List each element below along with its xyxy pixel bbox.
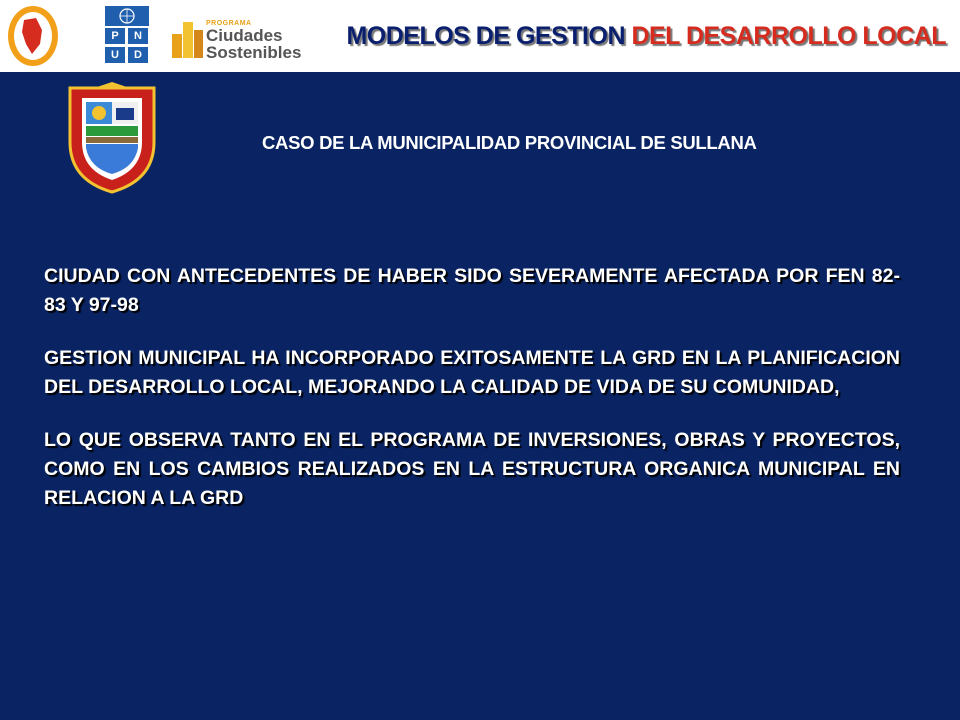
peru-emblem-logo <box>6 4 60 68</box>
ciudades-line-1: Ciudades <box>206 26 283 45</box>
header-bar <box>0 0 960 72</box>
undp-letter: U <box>105 47 125 63</box>
ciudades-program-label: PROGRAMA <box>206 20 252 27</box>
ciudades-line-2: Sostenibles <box>206 43 302 62</box>
title-part-1: MODELOS DE GESTION <box>346 22 625 50</box>
undp-letter: D <box>128 47 148 63</box>
body-content <box>44 262 900 537</box>
undp-logo <box>105 6 149 64</box>
title-part-2: DEL DESARROLLO LOCAL <box>631 22 946 50</box>
paragraph-2: GESTION MUNICIPAL HA INCORPORADO EXITOSAMENTE LA GRD EN LA PLANIFICACION DEL DESARROLLO LOCAL, MEJORANDO LA CALIDAD DE VIDA DE SU COMUNIDAD, <box>44 347 900 398</box>
ciudades-sostenibles-logo <box>170 14 310 64</box>
case-subtitle: CASO DE LA MUNICIPALIDAD PROVINCIAL DE SULLANA <box>262 132 757 153</box>
paragraph-1: CIUDAD CON ANTECEDENTES DE HABER SIDO SEVERAMENTE AFECTADA POR FEN 82-83 Y 97-98 <box>44 265 900 316</box>
sullana-coat-of-arms <box>64 82 160 194</box>
page-title <box>346 22 946 51</box>
paragraph-3: LO QUE OBSERVA TANTO EN EL PROGRAMA DE INVERSIONES, OBRAS Y PROYECTOS, COMO EN LOS CAMBIOS REALIZADOS EN LA ESTRUCTURA ORGANICA MUNICIPAL EN RELACION A LA GRD <box>44 429 900 509</box>
undp-letter: N <box>128 28 148 44</box>
undp-letter: P <box>105 28 125 44</box>
